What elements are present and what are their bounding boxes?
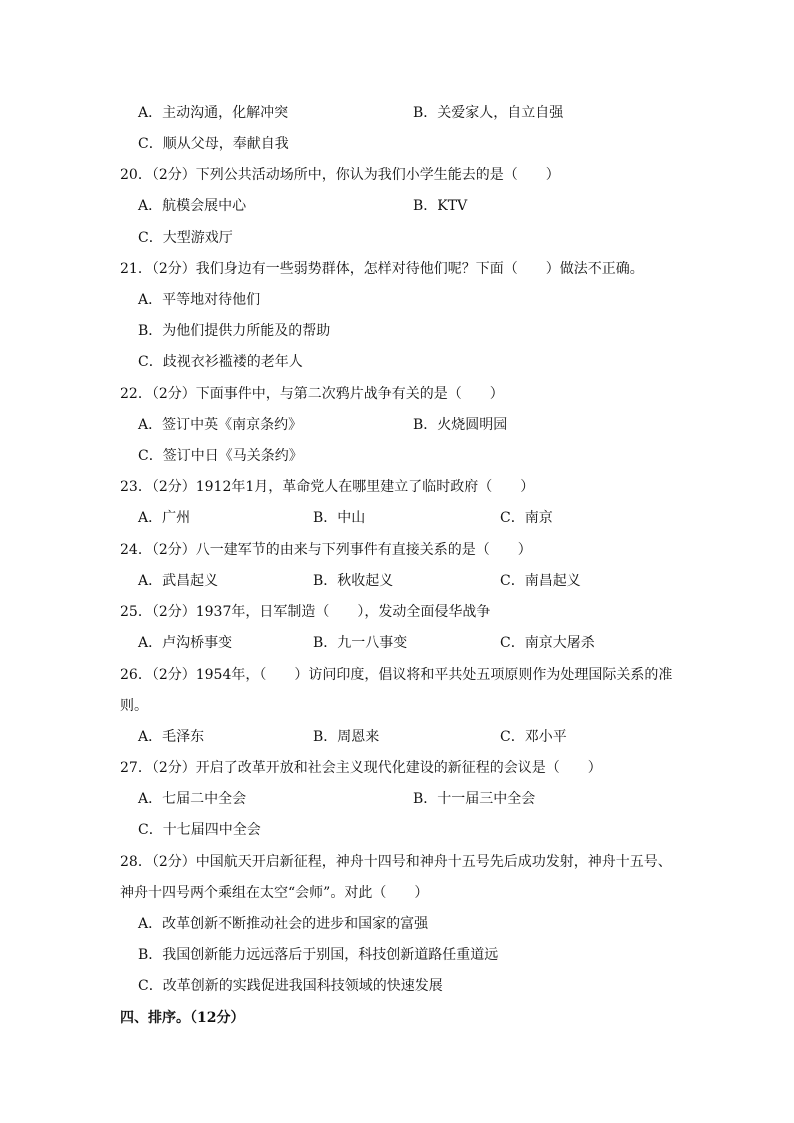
q28-option-a: A．改革创新不断推动社会的进步和国家的富强 [138, 916, 429, 932]
q20-option-a: A．航模会展中心 [138, 198, 247, 214]
q23-option-b: B．中山 [313, 510, 366, 526]
q23-stem: 23．（2分）1912年1月，革命党人在哪里建立了临时政府（ ） [120, 479, 535, 495]
q21-option-b: B．为他们提供力所能及的帮助 [138, 323, 331, 339]
q20-option-c: C．大型游戏厅 [138, 230, 233, 246]
q20-stem: 20．（2分）下列公共活动场所中，你认为我们小学生能去的是（ ） [120, 167, 560, 183]
q26-stem: 26．（2分）1954年，（ ）访问印度，倡议将和平共处五项原则作为处理国际关系的准 [120, 667, 673, 683]
q26-option-c: C．邓小平 [500, 729, 567, 745]
q23-option-a: A．广州 [138, 510, 191, 526]
q19-option-b: B．关爱家人，自立自强 [413, 105, 564, 121]
q22-option-c: C．签订中日《马关条约》 [138, 448, 303, 464]
q28-option-b: B．我国创新能力远远落后于别国，科技创新道路任重道远 [138, 947, 499, 963]
q23-option-c: C．南京 [500, 510, 553, 526]
q24-option-c: C．南昌起义 [500, 573, 581, 589]
q24-stem: 24．（2分）八一建军节的由来与下列事件有直接关系的是（ ） [120, 542, 532, 558]
q28-option-c: C．改革创新的实践促进我国科技领域的快速发展 [138, 978, 443, 994]
q24-option-a: A．武昌起义 [138, 573, 219, 589]
q27-option-a: A．七届二中全会 [138, 791, 247, 807]
q26-stem-continued: 则。 [120, 698, 148, 714]
q22-stem: 22．（2分）下面事件中，与第二次鸦片战争有关的是（ ） [120, 386, 504, 402]
q25-stem: 25．（2分）1937年，日军制造（ ），发动全面侵华战争 [120, 604, 491, 620]
q27-option-b: B．十一届三中全会 [413, 791, 536, 807]
q25-option-b: B．九一八事变 [313, 635, 408, 651]
q21-option-a: A．平等地对待他们 [138, 292, 261, 308]
q24-option-b: B．秋收起义 [313, 573, 394, 589]
q28-stem-continued: 神舟十四号两个乘组在太空“会师”。对此（ ） [120, 885, 429, 901]
q25-option-a: A．卢沟桥事变 [138, 635, 233, 651]
q25-option-c: C．南京大屠杀 [500, 635, 595, 651]
q28-stem: 28．（2分）中国航天开启新征程，神舟十四号和神舟十五号先后成功发射，神舟十五号、 [120, 854, 672, 870]
section-heading: 四、排序。（12分） [120, 1010, 245, 1026]
q22-option-b: B．火烧圆明园 [413, 417, 508, 433]
q27-stem: 27．（2分）开启了改革开放和社会主义现代化建设的新征程的会议是（ ） [120, 760, 602, 776]
q26-option-a: A．毛泽东 [138, 729, 205, 745]
q21-stem: 21．（2分）我们身边有一些弱势群体，怎样对待他们呢？下面（ ）做法不正确。 [120, 261, 644, 277]
q20-option-b: B．KTV [413, 198, 468, 214]
q19-option-a: A．主动沟通，化解冲突 [138, 105, 289, 121]
q22-option-a: A．签订中英《南京条约》 [138, 417, 303, 433]
q21-option-c: C．歧视衣衫褴褛的老年人 [138, 354, 303, 370]
q27-option-c: C．十七届四中全会 [138, 822, 261, 838]
q19-option-c: C．顺从父母，奉献自我 [138, 136, 289, 152]
q26-option-b: B．周恩来 [313, 729, 380, 745]
